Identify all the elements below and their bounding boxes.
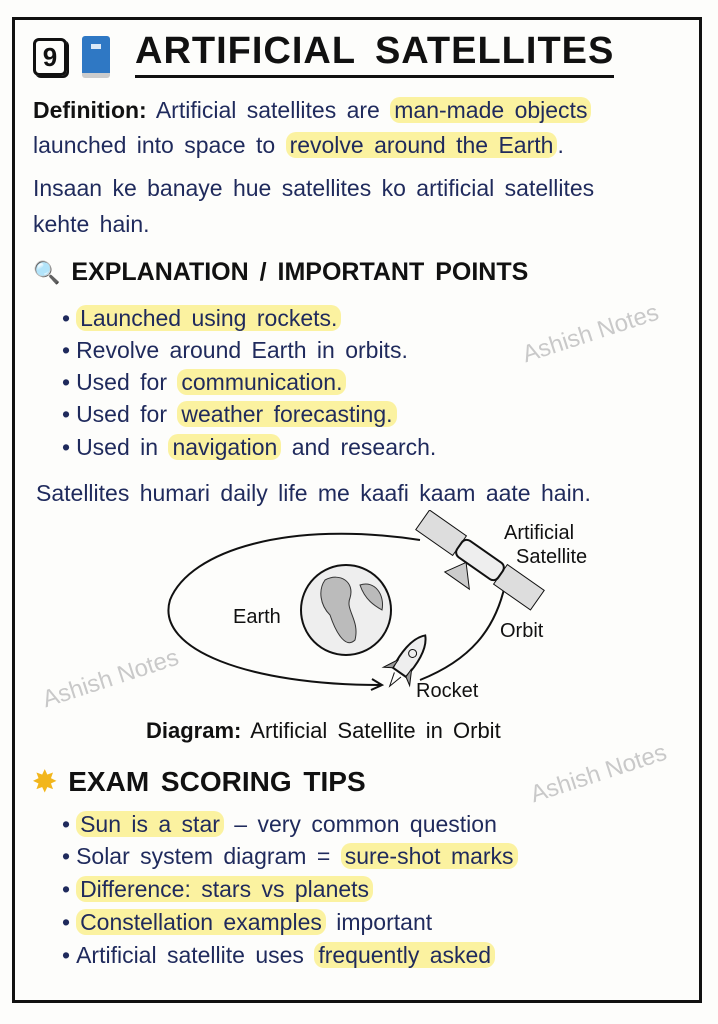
rocket-label: Rocket bbox=[416, 680, 479, 702]
list-item bbox=[62, 401, 397, 428]
highlight: Constellation examples bbox=[76, 909, 326, 935]
watermark: Ashish Notes bbox=[527, 738, 670, 809]
text: Artificial satellite uses bbox=[76, 942, 304, 968]
text: – very common question bbox=[234, 811, 497, 837]
highlight: navigation bbox=[168, 434, 281, 460]
section-number: 9 bbox=[33, 38, 67, 76]
list-item bbox=[62, 843, 518, 870]
heading-text: EXPLANATION / IMPORTANT POINTS bbox=[71, 258, 529, 286]
text: Used for bbox=[76, 401, 167, 427]
text: Used in bbox=[76, 434, 159, 460]
list-item bbox=[62, 942, 495, 969]
watermark: Ashish Notes bbox=[39, 643, 182, 714]
highlight: weather forecasting. bbox=[177, 401, 396, 427]
orbit-label: Orbit bbox=[500, 620, 544, 642]
highlight: revolve around the Earth bbox=[286, 132, 558, 158]
highlight: Difference: stars vs planets bbox=[76, 876, 373, 902]
definition-label: Definition: bbox=[33, 97, 147, 123]
definition-line-2 bbox=[33, 132, 564, 159]
hinglish-definition-2: kehte hain. bbox=[33, 211, 150, 237]
magnifier-icon: 🔍 bbox=[33, 260, 61, 285]
list-item bbox=[62, 305, 341, 332]
highlight: frequently asked bbox=[314, 942, 495, 968]
page-title: ARTIFICIAL SATELLITES bbox=[135, 30, 614, 78]
explanation-heading bbox=[33, 258, 528, 287]
exam-tips-heading bbox=[33, 765, 366, 798]
highlight: man-made objects bbox=[390, 97, 591, 123]
text: Solar system diagram = bbox=[76, 843, 331, 869]
highlight: sure-shot marks bbox=[341, 843, 518, 869]
heading-text: EXAM SCORING TIPS bbox=[68, 766, 366, 797]
book-icon bbox=[82, 36, 110, 78]
watermark: Ashish Notes bbox=[519, 298, 662, 369]
list-item bbox=[62, 811, 497, 838]
hinglish-definition-1: Insaan ke banaye hue satellites ko artificial satellites bbox=[33, 175, 595, 201]
text: Used for bbox=[76, 369, 167, 395]
list-item bbox=[62, 369, 346, 396]
definition-line-1 bbox=[33, 97, 591, 124]
text: important bbox=[336, 909, 433, 935]
highlight: Launched using rockets. bbox=[76, 305, 341, 331]
list-item bbox=[62, 909, 432, 936]
earth-globe bbox=[301, 565, 391, 655]
definition-text: Artificial satellites are bbox=[155, 97, 380, 123]
period: . bbox=[557, 132, 564, 158]
list-item: • Revolve around Earth in orbits. bbox=[62, 337, 408, 364]
satellite-label-1: Artificial bbox=[504, 522, 575, 544]
caption-text: Artificial Satellite in Orbit bbox=[250, 718, 501, 743]
daily-life-text: Satellites humari daily life me kaafi kaam aate hain. bbox=[36, 480, 591, 506]
definition-text: launched into space to bbox=[33, 132, 276, 158]
list-item bbox=[62, 434, 436, 461]
list-item bbox=[62, 876, 373, 903]
orbit-path bbox=[420, 585, 505, 680]
caption-label: Diagram: bbox=[146, 718, 242, 743]
text: and research. bbox=[291, 434, 437, 460]
satellite-label-2: Satellite bbox=[516, 546, 588, 568]
diagram-caption bbox=[146, 718, 501, 744]
highlight: Sun is a star bbox=[76, 811, 224, 837]
earth-label: Earth bbox=[233, 606, 281, 628]
star-icon: ✸ bbox=[33, 766, 57, 797]
highlight: communication. bbox=[177, 369, 346, 395]
